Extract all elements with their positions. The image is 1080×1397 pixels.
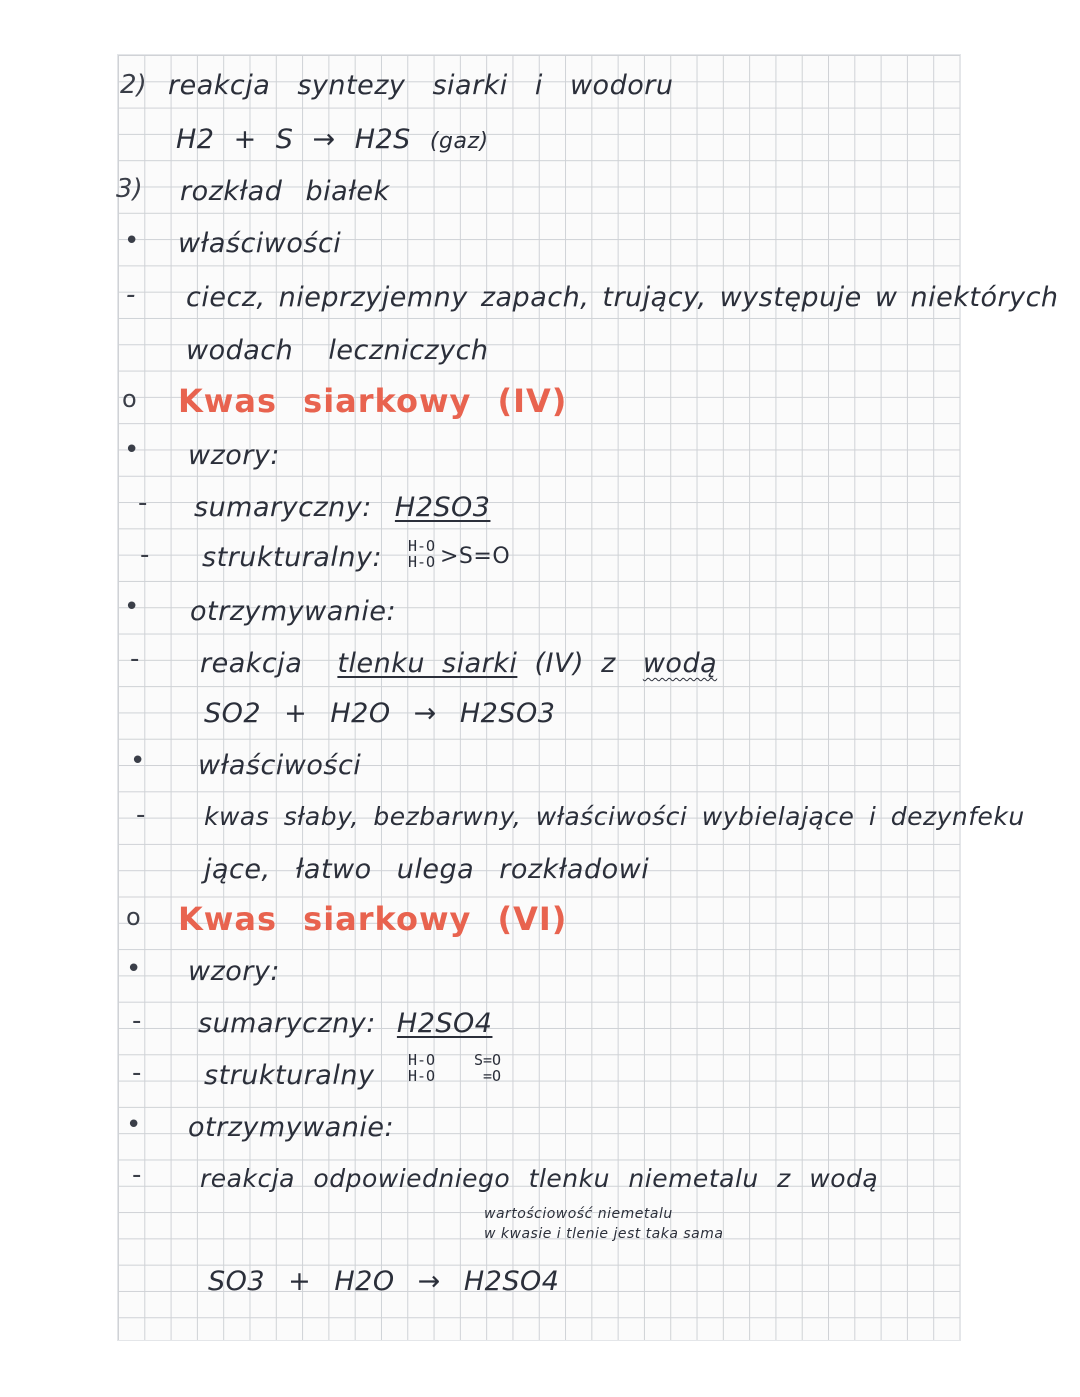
- text-line: otrzymywanie:: [190, 596, 397, 627]
- text-line: strukturalny: [204, 1060, 375, 1091]
- list-marker: 2): [120, 70, 147, 100]
- dash: -: [136, 800, 146, 830]
- structural-right-bottom: =O: [483, 1067, 502, 1085]
- text-line: wzory:: [188, 956, 280, 987]
- structural-right: >S=O: [440, 544, 511, 569]
- equation: SO3 + H2O → H2SO4: [208, 1266, 560, 1297]
- text-line: reakcja odpowiedniego tlenku niemetalu z wodą: [200, 1164, 879, 1193]
- equation-note: (gaz): [429, 129, 489, 154]
- text-line: reakcja syntezy siarki i wodoru: [168, 70, 674, 101]
- text-line: kwas słaby, bezbarwny, właściwości wybielające i dezynfeku: [204, 802, 1025, 831]
- dash: -: [132, 1058, 142, 1088]
- text-line: wzory:: [188, 440, 280, 471]
- dash: -: [132, 1160, 142, 1190]
- bullet: •: [130, 746, 146, 776]
- bullet: •: [124, 592, 140, 622]
- dash: -: [138, 488, 148, 518]
- reaction-line: [200, 648, 717, 679]
- dash: -: [140, 540, 150, 570]
- reaction-oxide: tlenku siarki: [337, 648, 518, 679]
- list-marker: 3): [116, 174, 143, 204]
- bullet: •: [126, 1110, 142, 1140]
- reaction-water: wodą: [642, 648, 718, 679]
- bullet: •: [124, 226, 140, 256]
- text-line: strukturalny:: [202, 542, 383, 573]
- formula-line: [198, 1008, 492, 1039]
- note-line: wartościowość niemetalu: [484, 1206, 673, 1222]
- section-title: Kwas siarkowy (IV): [178, 382, 568, 420]
- label: sumaryczny:: [198, 1008, 376, 1039]
- structural-bottom: H-O: [408, 1067, 436, 1085]
- dash: -: [126, 280, 136, 310]
- structural-formula: [408, 538, 435, 570]
- text-line: otrzymywanie:: [188, 1112, 395, 1143]
- bullet: •: [124, 435, 140, 465]
- text-line: wodach leczniczych: [186, 335, 489, 366]
- structural-bottom: H-O: [408, 553, 436, 571]
- text-line: ciecz, nieprzyjemny zapach, trujący, występuje w niektórych: [186, 282, 1059, 313]
- text-line: rozkład białek: [180, 176, 390, 207]
- structural-right: [474, 1052, 501, 1084]
- equation: SO2 + H2O → H2SO3: [204, 698, 556, 729]
- text-line: właściwości: [178, 228, 342, 259]
- structural-top: H-O: [408, 537, 436, 555]
- equation: [176, 124, 489, 155]
- formula: H2SO4: [396, 1008, 493, 1039]
- structural-formula: [408, 1052, 435, 1084]
- dash: -: [130, 644, 140, 674]
- text-line: właściwości: [198, 750, 362, 781]
- text-line: jące, łatwo ulega rozkładowi: [204, 854, 650, 885]
- structural-right-top: S=O: [474, 1051, 502, 1069]
- formula-line: [194, 492, 490, 523]
- section-marker: o: [126, 903, 141, 931]
- bullet: •: [126, 954, 142, 984]
- section-title: Kwas siarkowy (VI): [178, 900, 568, 938]
- dash: -: [132, 1006, 142, 1036]
- label: sumaryczny:: [194, 492, 372, 523]
- structural-top: H-O: [408, 1051, 436, 1069]
- formula: H2SO3: [394, 492, 491, 523]
- note-line: w kwasie i tlenie jest taka sama: [484, 1226, 724, 1242]
- equation-text: H2 + S → H2S: [176, 124, 411, 155]
- reaction-rest: (IV) z: [534, 648, 616, 679]
- reaction-word: reakcja: [200, 648, 303, 679]
- section-marker: o: [122, 385, 137, 413]
